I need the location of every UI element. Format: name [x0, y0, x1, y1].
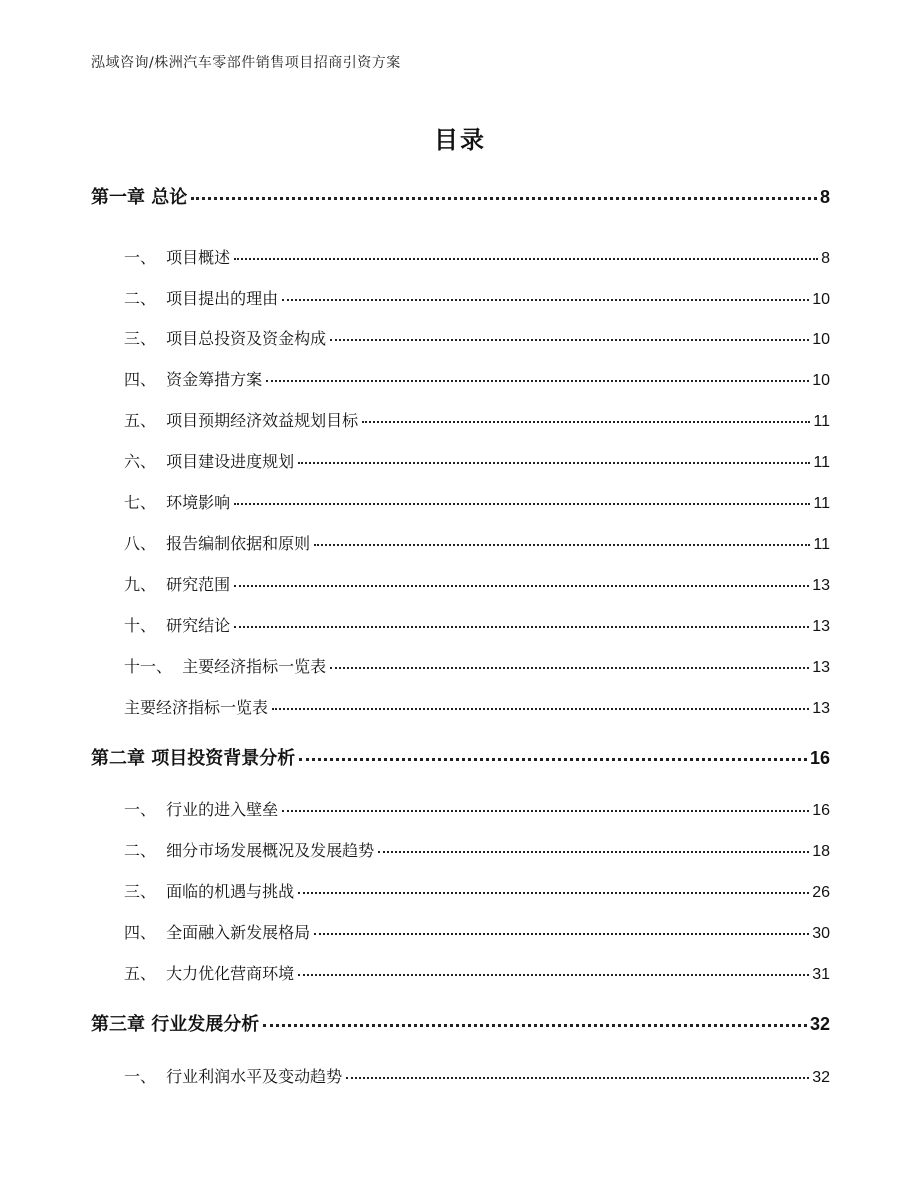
running-header: 泓域咨询/株洲汽车零部件销售项目招商引资方案 — [91, 55, 401, 71]
toc-page-number: 8 — [821, 250, 830, 267]
dot-leader — [298, 462, 810, 464]
toc-page-number: 13 — [812, 618, 830, 635]
toc-page-number: 31 — [812, 966, 830, 983]
toc-label: 五、 项目预期经济效益规划目标 — [124, 411, 359, 430]
dot-leader — [314, 933, 809, 935]
dot-leader — [266, 380, 809, 382]
toc-page-number: 30 — [812, 925, 830, 942]
toc-section[interactable] — [124, 966, 830, 983]
toc-section[interactable] — [124, 495, 830, 512]
dot-leader — [263, 1024, 807, 1027]
toc-label: 一、 行业的进入壁垒 — [124, 800, 279, 819]
dot-leader — [298, 974, 809, 976]
dot-leader — [272, 708, 809, 710]
toc-section[interactable] — [124, 925, 830, 942]
toc-label: 九、 研究范围 — [124, 575, 231, 594]
toc-section[interactable] — [124, 618, 830, 635]
toc-label: 七、 环境影响 — [124, 493, 231, 512]
dot-leader — [234, 585, 809, 587]
dot-leader — [346, 1077, 809, 1079]
toc-section[interactable] — [124, 1069, 830, 1086]
toc-section[interactable] — [124, 454, 830, 471]
toc-page-number: 11 — [813, 536, 830, 553]
dot-leader — [298, 892, 809, 894]
dot-leader — [330, 339, 809, 341]
toc-page-number: 10 — [812, 291, 830, 308]
toc-label: 第三章 行业发展分析 — [91, 1014, 260, 1035]
toc-label: 五、 大力优化营商环境 — [124, 964, 295, 983]
dot-leader — [282, 810, 809, 812]
toc-section[interactable] — [124, 659, 830, 676]
toc-label: 四、 资金筹措方案 — [124, 370, 263, 389]
toc-section[interactable] — [124, 413, 830, 430]
toc-page-number: 11 — [813, 454, 830, 471]
toc-page-number: 13 — [812, 659, 830, 676]
toc-page-number: 26 — [812, 884, 830, 901]
toc-page-number: 16 — [809, 748, 830, 768]
toc-section[interactable] — [124, 884, 830, 901]
toc-section[interactable] — [124, 577, 830, 594]
toc-page-number: 13 — [812, 577, 830, 594]
toc-chapter-3[interactable] — [91, 1015, 830, 1034]
toc-section[interactable] — [124, 331, 830, 348]
toc-page-number: 32 — [809, 1014, 830, 1034]
toc-label: 十一、 主要经济指标一览表 — [124, 657, 327, 676]
dot-leader — [362, 421, 810, 423]
toc-label: 四、 全面融入新发展格局 — [124, 923, 311, 942]
dot-leader — [234, 626, 809, 628]
toc-page-number: 10 — [812, 372, 830, 389]
toc-section[interactable] — [124, 843, 830, 860]
toc-label: 主要经济指标一览表 — [124, 698, 269, 717]
dot-leader — [330, 667, 809, 669]
toc-label: 六、 项目建设进度规划 — [124, 452, 295, 471]
toc-section[interactable] — [124, 372, 830, 389]
toc-label: 一、 行业利润水平及变动趋势 — [124, 1067, 343, 1086]
toc-label: 第一章 总论 — [91, 187, 188, 208]
toc-chapter-1[interactable] — [91, 188, 830, 207]
toc-label: 二、 项目提出的理由 — [124, 289, 279, 308]
toc-label: 三、 面临的机遇与挑战 — [124, 882, 295, 901]
page-title: 目录 — [434, 126, 486, 154]
toc-label: 二、 细分市场发展概况及发展趋势 — [124, 841, 375, 860]
toc-page-number: 18 — [812, 843, 830, 860]
toc-page-number: 8 — [819, 187, 830, 207]
dot-leader — [191, 197, 817, 200]
toc-label: 三、 项目总投资及资金构成 — [124, 329, 327, 348]
toc-page-number: 11 — [813, 495, 830, 512]
dot-leader — [299, 758, 807, 761]
toc-page-number: 16 — [812, 802, 830, 819]
toc-label: 一、 项目概述 — [124, 248, 231, 267]
toc-page-number: 11 — [813, 413, 830, 430]
dot-leader — [282, 299, 809, 301]
dot-leader — [234, 258, 818, 260]
toc-label: 第二章 项目投资背景分析 — [91, 748, 296, 769]
toc-section[interactable] — [124, 291, 830, 308]
toc-section[interactable] — [124, 250, 830, 267]
toc-page-number: 10 — [812, 331, 830, 348]
dot-leader — [378, 851, 809, 853]
dot-leader — [314, 544, 810, 546]
toc-section[interactable] — [124, 700, 830, 717]
toc-section[interactable] — [124, 536, 830, 553]
toc-page-number: 13 — [812, 700, 830, 717]
dot-leader — [234, 503, 810, 505]
toc-section[interactable] — [124, 802, 830, 819]
toc-label: 十、 研究结论 — [124, 616, 231, 635]
toc-chapter-2[interactable] — [91, 749, 830, 768]
toc-label: 八、 报告编制依据和原则 — [124, 534, 311, 553]
toc-page-number: 32 — [812, 1069, 830, 1086]
